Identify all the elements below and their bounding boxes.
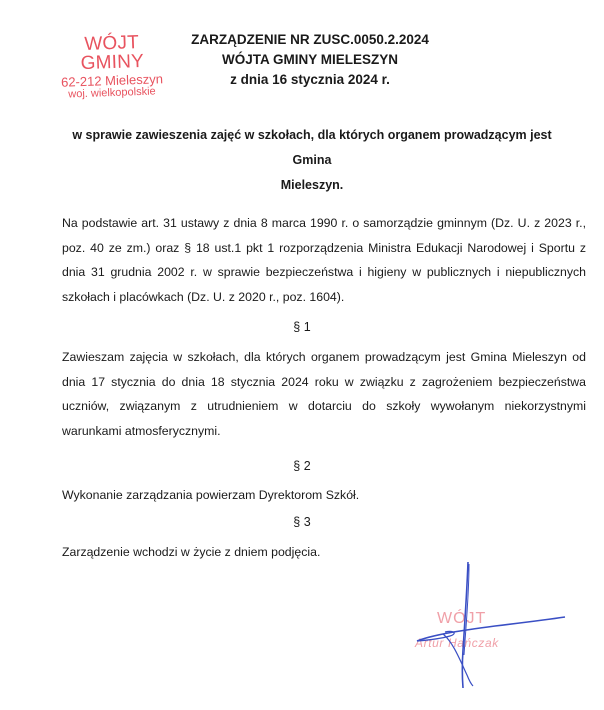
section-2-heading: § 2 [293, 459, 311, 473]
subject-line-2: Mieleszyn. [280, 178, 344, 192]
section-2-text: Wykonanie zarządzania powierzam Dyrektorom Szkół. [62, 488, 360, 502]
document-number: ZARZĄDZENIE NR ZUSC.0050.2.2024 [191, 32, 429, 47]
subject-line-1: w sprawie zawieszenia zajęć w szkołach, dla których organem prowadzącym jest Gmina [72, 128, 552, 167]
section-3-text: Zarządzenie wchodzi w życie z dniem podjęcia. [62, 545, 321, 559]
signature-stamp-name: Artur Hańczak [415, 636, 499, 650]
legal-basis-paragraph: Na podstawie art. 31 ustawy z dnia 8 marca 1990 r. o samorządzie gminnym (Dz. U. z 2023 r., poz. 40 ze zm.) oraz § 18 ust.1 pkt 1 rozporządzenia Ministra Edukacji Narodowej i Sportu z dnia 31 grudnia 2002 r. w sprawie bezpieczeństwa i higieny w publicznych i niepublicznych szkołach i placówkach (Dz. U. z 2020 r., poz. 1604). [62, 216, 586, 304]
document-header [180, 30, 440, 90]
handwritten-signature-icon [405, 560, 575, 690]
official-stamp [57, 34, 167, 99]
issuing-authority: WÓJTA GMINY MIELESZYN [221, 52, 398, 67]
document-date: z dnia 16 stycznia 2024 r. [230, 72, 390, 87]
stamp-address: 62-212 Mieleszyn [60, 71, 164, 90]
stamp-region: woj. wielkopolskie [68, 85, 156, 101]
stamp-title: WÓJT GMINY [80, 32, 145, 75]
section-1-heading: § 1 [293, 320, 311, 334]
section-1-text: Zawieszam zajęcia w szkołach, dla których organem prowadzącym jest Gmina Mieleszyn od dnia 17 stycznia do dnia 18 stycznia 2024 roku w związku z zagrożeniem bezpieczeństwa uczniów, związanym z utrudnieniem w dotarciu do szkoły wywołanym niekorzystnymi warunkami atmosferycznymi. [62, 350, 586, 438]
section-3-heading: § 3 [293, 515, 311, 529]
signature-stamp-title: WÓJT [437, 610, 487, 627]
document-subject [52, 123, 572, 198]
